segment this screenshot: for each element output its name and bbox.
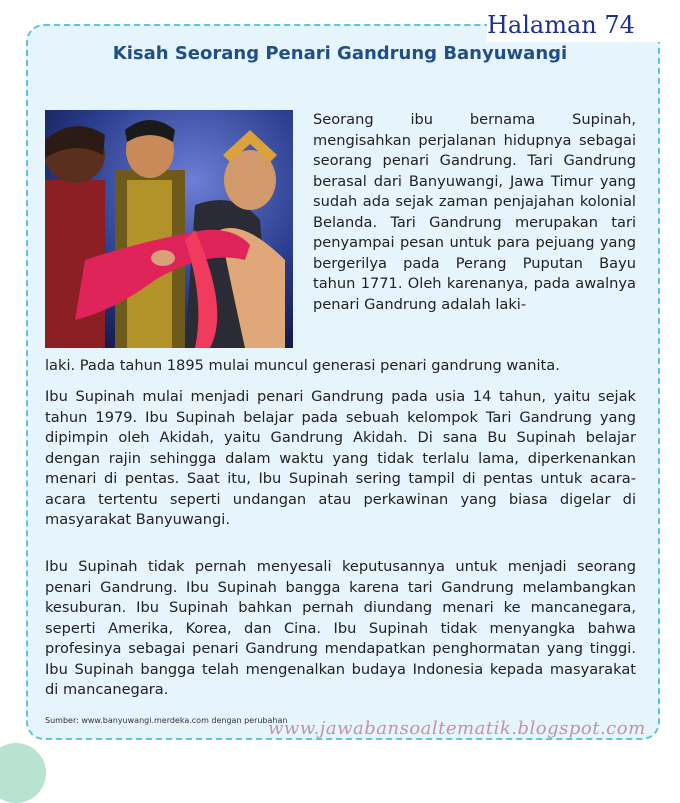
paragraph-1: Seorang ibu bernama Supinah, mengisahkan perjalanan hidupnya sebagai seorang penari Gandrung. Tari Gandrung berasal dari Banyuwangi, Jawa Timur yang sudah ada sejak zaman penjajahan kolonial Belanda. Tari Gandrung merupakan tari penyampai pesan untuk para pejuang yang bergerilya pada Perang Puputan Bayu tahun 1771. Oleh karenanya, pada awalnya penari Gandrung adalah laki- — [313, 111, 636, 313]
paragraph-2: Ibu Supinah mulai menjadi penari Gandrung pada usia 14 tahun, yaitu sejak tahun 1979. Ibu Supinah belajar pada sebuah kelompok Tari Gandrung yang dipimpin oleh Akidah, yaitu Gandrung Akidah. Di sana Bu Supinah belajar dengan rajin sehingga dalam waktu yang tidak terlalu lama, diperkenankan menari di pentas. Saat itu, Ibu Supinah sering tampil di pentas untuk acara-acara tertentu seperti undangan atau perkawinan yang biasa digelar di masyarakat Banyuwangi. — [45, 388, 636, 528]
page-number: Halaman 74 — [487, 8, 672, 42]
paragraph-1-continued: laki. Pada tahun 1895 mulai muncul generasi penari gandrung wanita. — [45, 357, 560, 374]
gandrung-dancers-photo — [45, 110, 293, 348]
corner-decoration — [0, 743, 46, 803]
source-citation: Sumber: www.banyuwangi.merdeka.com dengan perubahan — [45, 716, 288, 725]
watermark: www.jawabansoaltematik.blogspot.com — [268, 718, 646, 739]
paragraph-3: Ibu Supinah tidak pernah menyesali keputusannya untuk menjadi seorang penari Gandrung. Ibu Supinah bangga karena tari Gandrung melambangkan kesuburan. Ibu Supinah bahkan pernah diundang menari ke mancanegara, seperti Amerika, Korea, dan Cina. Ibu Supinah tidak menyangka bahwa profesinya sebagai penari Gandrung mendapatkan penghormatan yang tinggi. Ibu Supinah bangga telah mengenalkan budaya Indonesia kepada masyarakat di mancanegara. — [45, 558, 636, 698]
photo-illustration — [45, 110, 293, 348]
article-title: Kisah Seorang Penari Gandrung Banyuwangi — [112, 43, 568, 64]
